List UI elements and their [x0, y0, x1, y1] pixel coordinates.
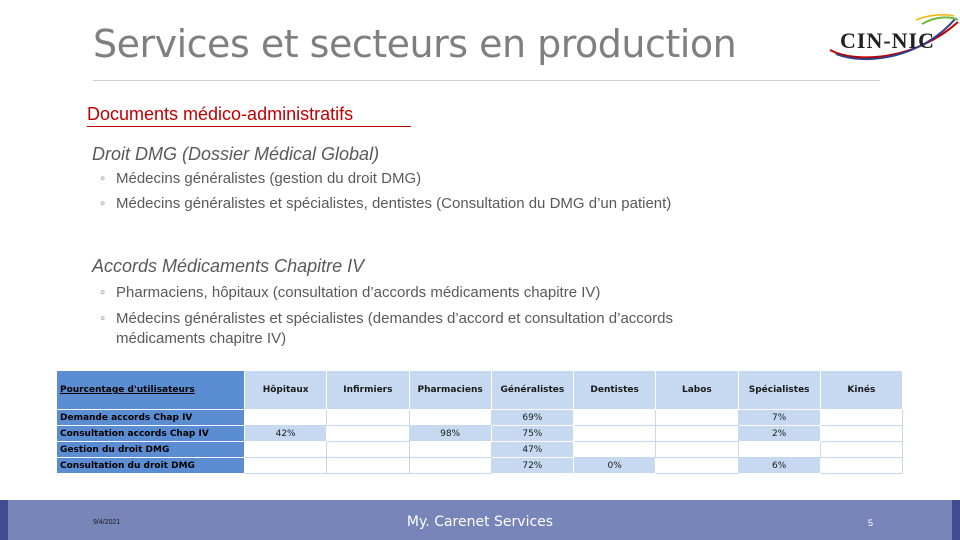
column-header-hopitaux: Hôpitaux — [245, 371, 327, 410]
table-cell — [245, 442, 327, 458]
cin-nic-logo — [826, 14, 960, 64]
column-header-generalistes: Généralistes — [491, 371, 573, 410]
page-number: 5 — [868, 518, 874, 528]
row-header: Gestion du droit DMG — [57, 442, 245, 458]
bullet-icon: ◦ — [100, 195, 106, 212]
table-cell — [327, 442, 409, 458]
table-row — [57, 426, 903, 442]
column-header-pharmaciens: Pharmaciens — [409, 371, 491, 410]
footer-date: 9/4/2021 — [93, 519, 121, 526]
footer-title: My. Carenet Services — [406, 514, 554, 530]
table-body — [57, 410, 903, 474]
table-cell — [574, 426, 656, 442]
table-cell — [820, 442, 902, 458]
table-row — [57, 410, 903, 426]
table-cell: 75% — [491, 426, 573, 442]
table-cell: 47% — [491, 442, 573, 458]
table-cell: 0% — [574, 458, 656, 474]
bullet-text-continuation: médicaments chapitre IV) — [116, 330, 287, 347]
table-cell: 98% — [409, 426, 491, 442]
bullet-item — [100, 169, 421, 189]
column-header-specialistes: Spécialistes — [738, 371, 820, 410]
table-cell — [820, 410, 902, 426]
bullet-text: Médecins généralistes et spécialistes, dentistes (Consultation du DMG d’un patient) — [116, 195, 672, 212]
bullet-text: Médecins généralistes (gestion du droit DMG) — [116, 170, 422, 187]
table-cell — [409, 458, 491, 474]
table-cell — [327, 426, 409, 442]
table-cell — [656, 442, 738, 458]
bullet-icon: ◦ — [100, 310, 106, 327]
usage-table — [56, 370, 903, 474]
row-header: Demande accords Chap IV — [57, 410, 245, 426]
table-cell — [327, 410, 409, 426]
table-cell: 69% — [491, 410, 573, 426]
table-cell: 6% — [738, 458, 820, 474]
page-title: Services et secteurs en production — [93, 22, 737, 66]
table-cell — [820, 458, 902, 474]
table-cell — [820, 426, 902, 442]
table-cell — [574, 410, 656, 426]
row-header: Consultation accords Chap IV — [57, 426, 245, 442]
logo-text: CIN-NIC — [840, 28, 935, 53]
row-header: Consultation du droit DMG — [57, 458, 245, 474]
title-divider — [93, 80, 880, 81]
column-header-labos: Labos — [656, 371, 738, 410]
bullet-item — [100, 194, 671, 214]
table-row — [57, 442, 903, 458]
subtitle-underline — [87, 126, 411, 127]
column-header-infirmiers: Infirmiers — [327, 371, 409, 410]
bullet-icon: ◦ — [100, 170, 106, 187]
table-cell — [409, 410, 491, 426]
table-cell: 72% — [491, 458, 573, 474]
table-cell: 7% — [738, 410, 820, 426]
table-cell — [656, 410, 738, 426]
column-header-dentistes: Dentistes — [574, 371, 656, 410]
bullet-text: Pharmaciens, hôpitaux (consultation d’accords médicaments chapitre IV) — [116, 284, 601, 301]
table-header-row — [57, 371, 903, 410]
table-cell — [245, 410, 327, 426]
table-cell — [245, 458, 327, 474]
table-cell — [409, 442, 491, 458]
table-cell — [738, 442, 820, 458]
bullet-item — [100, 309, 673, 349]
section-heading-chapitre-iv: Accords Médicaments Chapitre IV — [92, 256, 365, 276]
bullet-text: Médecins généralistes et spécialistes (demandes d’accord et consultation d’accords — [116, 310, 673, 327]
table-cell: 42% — [245, 426, 327, 442]
table-cell — [327, 458, 409, 474]
table-row — [57, 458, 903, 474]
bullet-item — [100, 283, 600, 303]
section-heading-dmg: Droit DMG (Dossier Médical Global) — [92, 144, 380, 164]
table-cell — [656, 426, 738, 442]
bullet-icon: ◦ — [100, 284, 106, 301]
table-cell — [574, 442, 656, 458]
column-header-kines: Kinés — [820, 371, 902, 410]
table-corner-header: Pourcentage d'utilisateurs — [57, 371, 245, 410]
subtitle: Documents médico-administratifs — [87, 104, 354, 124]
table-cell — [656, 458, 738, 474]
table-cell: 2% — [738, 426, 820, 442]
